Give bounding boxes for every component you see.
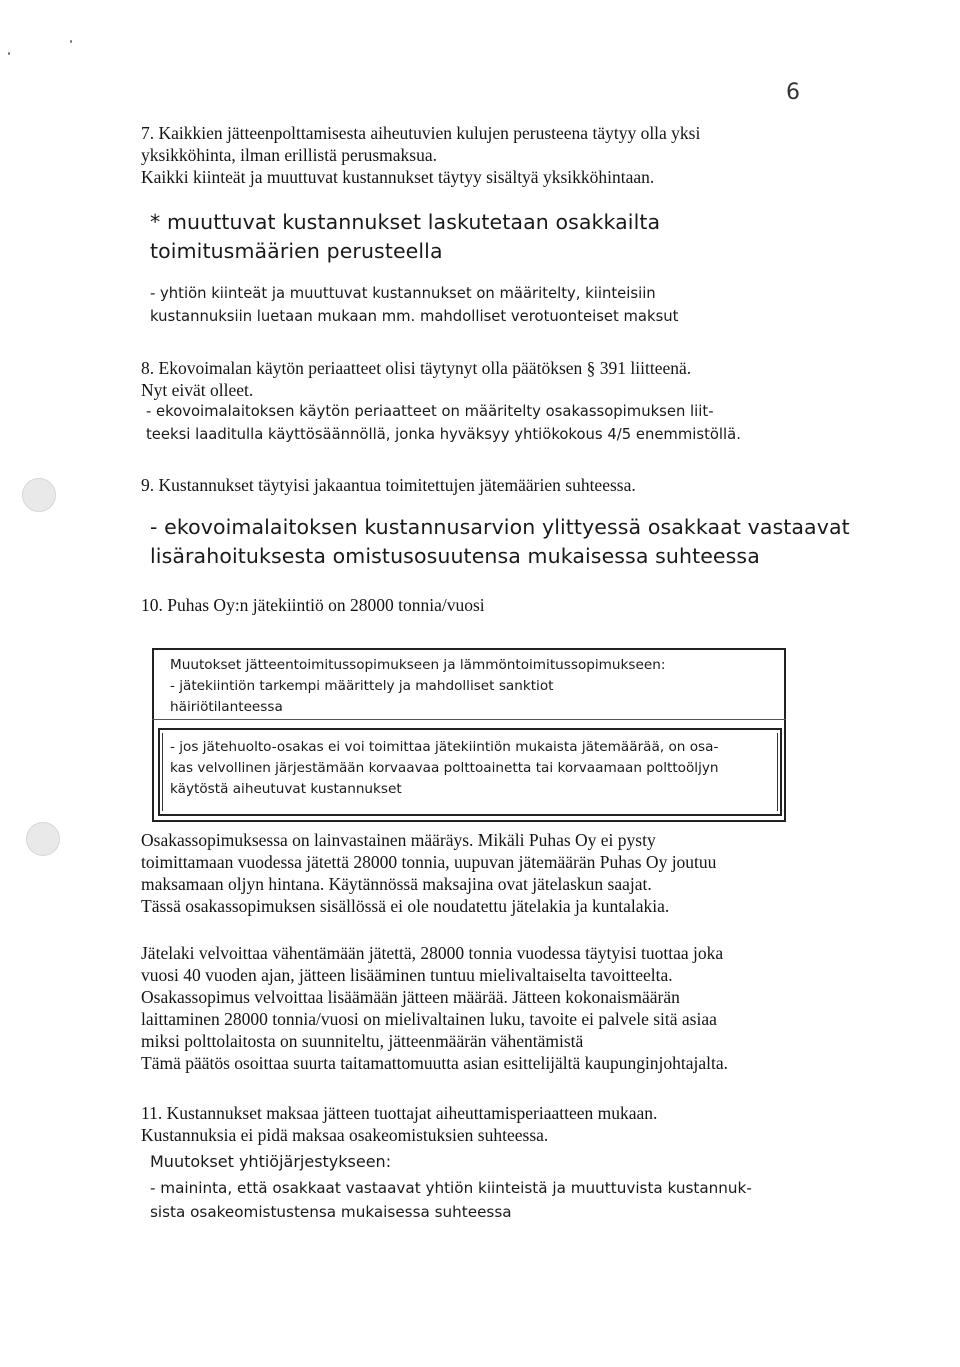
text-line: 8. Ekovoimalan käytön periaatteet olisi täytynyt olla päätöksen § 391 liitteenä. [141, 358, 692, 378]
box-top-text [170, 655, 665, 718]
note-line: * muuttuvat kustannukset laskutetaan osakkailta [150, 210, 661, 234]
note-8 [146, 400, 741, 446]
note-11 [150, 1176, 752, 1224]
punch-hole [22, 478, 56, 512]
text-line: 10. Puhas Oy:n jätekiintiö on 28000 tonnia/vuosi [141, 595, 485, 615]
section-11 [141, 1102, 657, 1146]
text-line: Kaikki kiinteät ja muuttuvat kustannukset täytyy sisältyä yksikköhintaan. [141, 167, 655, 187]
paragraph-unlawful-clause [141, 829, 716, 917]
text-line: Jätelaki velvoittaa vähentämään jätettä, 28000 tonnia vuodessa täytyisi tuottaa joka [141, 943, 724, 963]
box-line: - jätekiintiön tarkempi määrittely ja mahdolliset sanktiot [170, 678, 554, 694]
paragraph-waste-law [141, 942, 728, 1074]
box-line: kas velvollinen järjestämään korvaavaa polttoainetta tai korvaamaan polttoöljyn [170, 760, 719, 776]
note-line: - ekovoimalaitoksen käytön periaatteet on määritelty osakassopimuksen liit- [146, 403, 714, 420]
section-10 [141, 594, 485, 616]
section-9 [141, 474, 636, 496]
note-9 [150, 513, 850, 571]
note-line: sista osakeomistustensa mukaisessa suhteessa [150, 1203, 512, 1221]
box-line: häiriötilanteessa [170, 699, 283, 715]
text-line: Osakassopimuksessa on lainvastainen määräys. Mikäli Puhas Oy ei pysty [141, 830, 656, 850]
scan-speck [8, 52, 10, 55]
text-line: Tässä osakassopimuksen sisällössä ei ole noudatettu jätelakia ja kuntalakia. [141, 896, 670, 916]
text-line: Kustannuksia ei pidä maksaa osakeomistuksien suhteessa. [141, 1125, 549, 1145]
text-line: miksi polttolaitosta on suunniteltu, jätteenmäärän vähentämistä [141, 1031, 584, 1051]
text-line: maksamaan oljyn hintana. Käytännössä maksajina ovat jätelaskun saajat. [141, 874, 652, 894]
note-line: lisärahoituksesta omistusosuutensa mukaisessa suhteessa [150, 544, 760, 568]
text-line: 7. Kaikkien jätteenpolttamisesta aiheutuvien kulujen perusteena täytyy olla yksi [141, 123, 701, 143]
note-line: teeksi laaditulla käyttösäännöllä, jonka hyväksyy yhtiökokous 4/5 enemmistöllä. [146, 426, 741, 443]
text-line: 11. Kustannukset maksaa jätteen tuottajat aiheuttamisperiaatteen mukaan. [141, 1103, 658, 1123]
note-7-detail [150, 282, 678, 328]
text-line: Nyt eivät olleet. [141, 380, 254, 400]
text-line: Osakassopimus velvoittaa lisäämään jätteen määrää. Jätteen kokonaismäärän [141, 987, 680, 1007]
note-line: - maininta, että osakkaat vastaavat yhtiön kiinteistä ja muuttuvista kustannuk- [150, 1179, 752, 1197]
section-7 [141, 122, 700, 188]
note-line: - ekovoimalaitoksen kustannusarvion ylittyessä osakkaat vastaavat [150, 515, 850, 539]
box-inner-text [170, 737, 719, 800]
section-8 [141, 357, 691, 401]
text-line: toimittamaan vuodessa jätettä 28000 tonnia, uupuvan jätemäärän Puhas Oy joutuu [141, 852, 717, 872]
text-line: yksikköhinta, ilman erillistä perusmaksua. [141, 145, 437, 165]
text-line: Tämä päätös osoittaa suurta taitamattomuutta asian esittelijältä kaupunginjohtajalta. [141, 1053, 729, 1073]
box-line: käytöstä aiheutuvat kustannukset [170, 781, 402, 797]
text-line: 9. Kustannukset täytyisi jakaantua toimitettujen jätemäärien suhteessa. [141, 475, 636, 495]
box-line: Muutokset jätteentoimitussopimukseen ja lämmöntoimitussopimukseen: [170, 657, 666, 673]
note-line: kustannuksiin luetaan mukaan mm. mahdolliset verotuonteiset maksut [150, 308, 679, 325]
box-line: - jos jätehuolto-osakas ei voi toimittaa jätekiintiön mukaista jätemäärää, on osa- [170, 739, 719, 755]
page-number-mark: 6 [786, 80, 800, 105]
note-7-heading [150, 208, 660, 266]
note-11-heading: Muutokset yhtiöjärjestykseen: [150, 1152, 392, 1171]
text-line: vuosi 40 vuoden ajan, jätteen lisääminen tuntuu mielivaltaiselta tavoitteelta. [141, 965, 673, 985]
scan-speck [70, 40, 72, 43]
text-line: laittaminen 28000 tonnia/vuosi on mielivaltainen luku, tavoite ei palvele sitä asiaa [141, 1009, 717, 1029]
note-line: - yhtiön kiinteät ja muuttuvat kustannukset on määritelty, kiinteisiin [150, 285, 656, 302]
box-divider [152, 719, 786, 720]
note-line: toimitusmäärien perusteella [150, 239, 443, 263]
punch-hole [26, 822, 60, 856]
